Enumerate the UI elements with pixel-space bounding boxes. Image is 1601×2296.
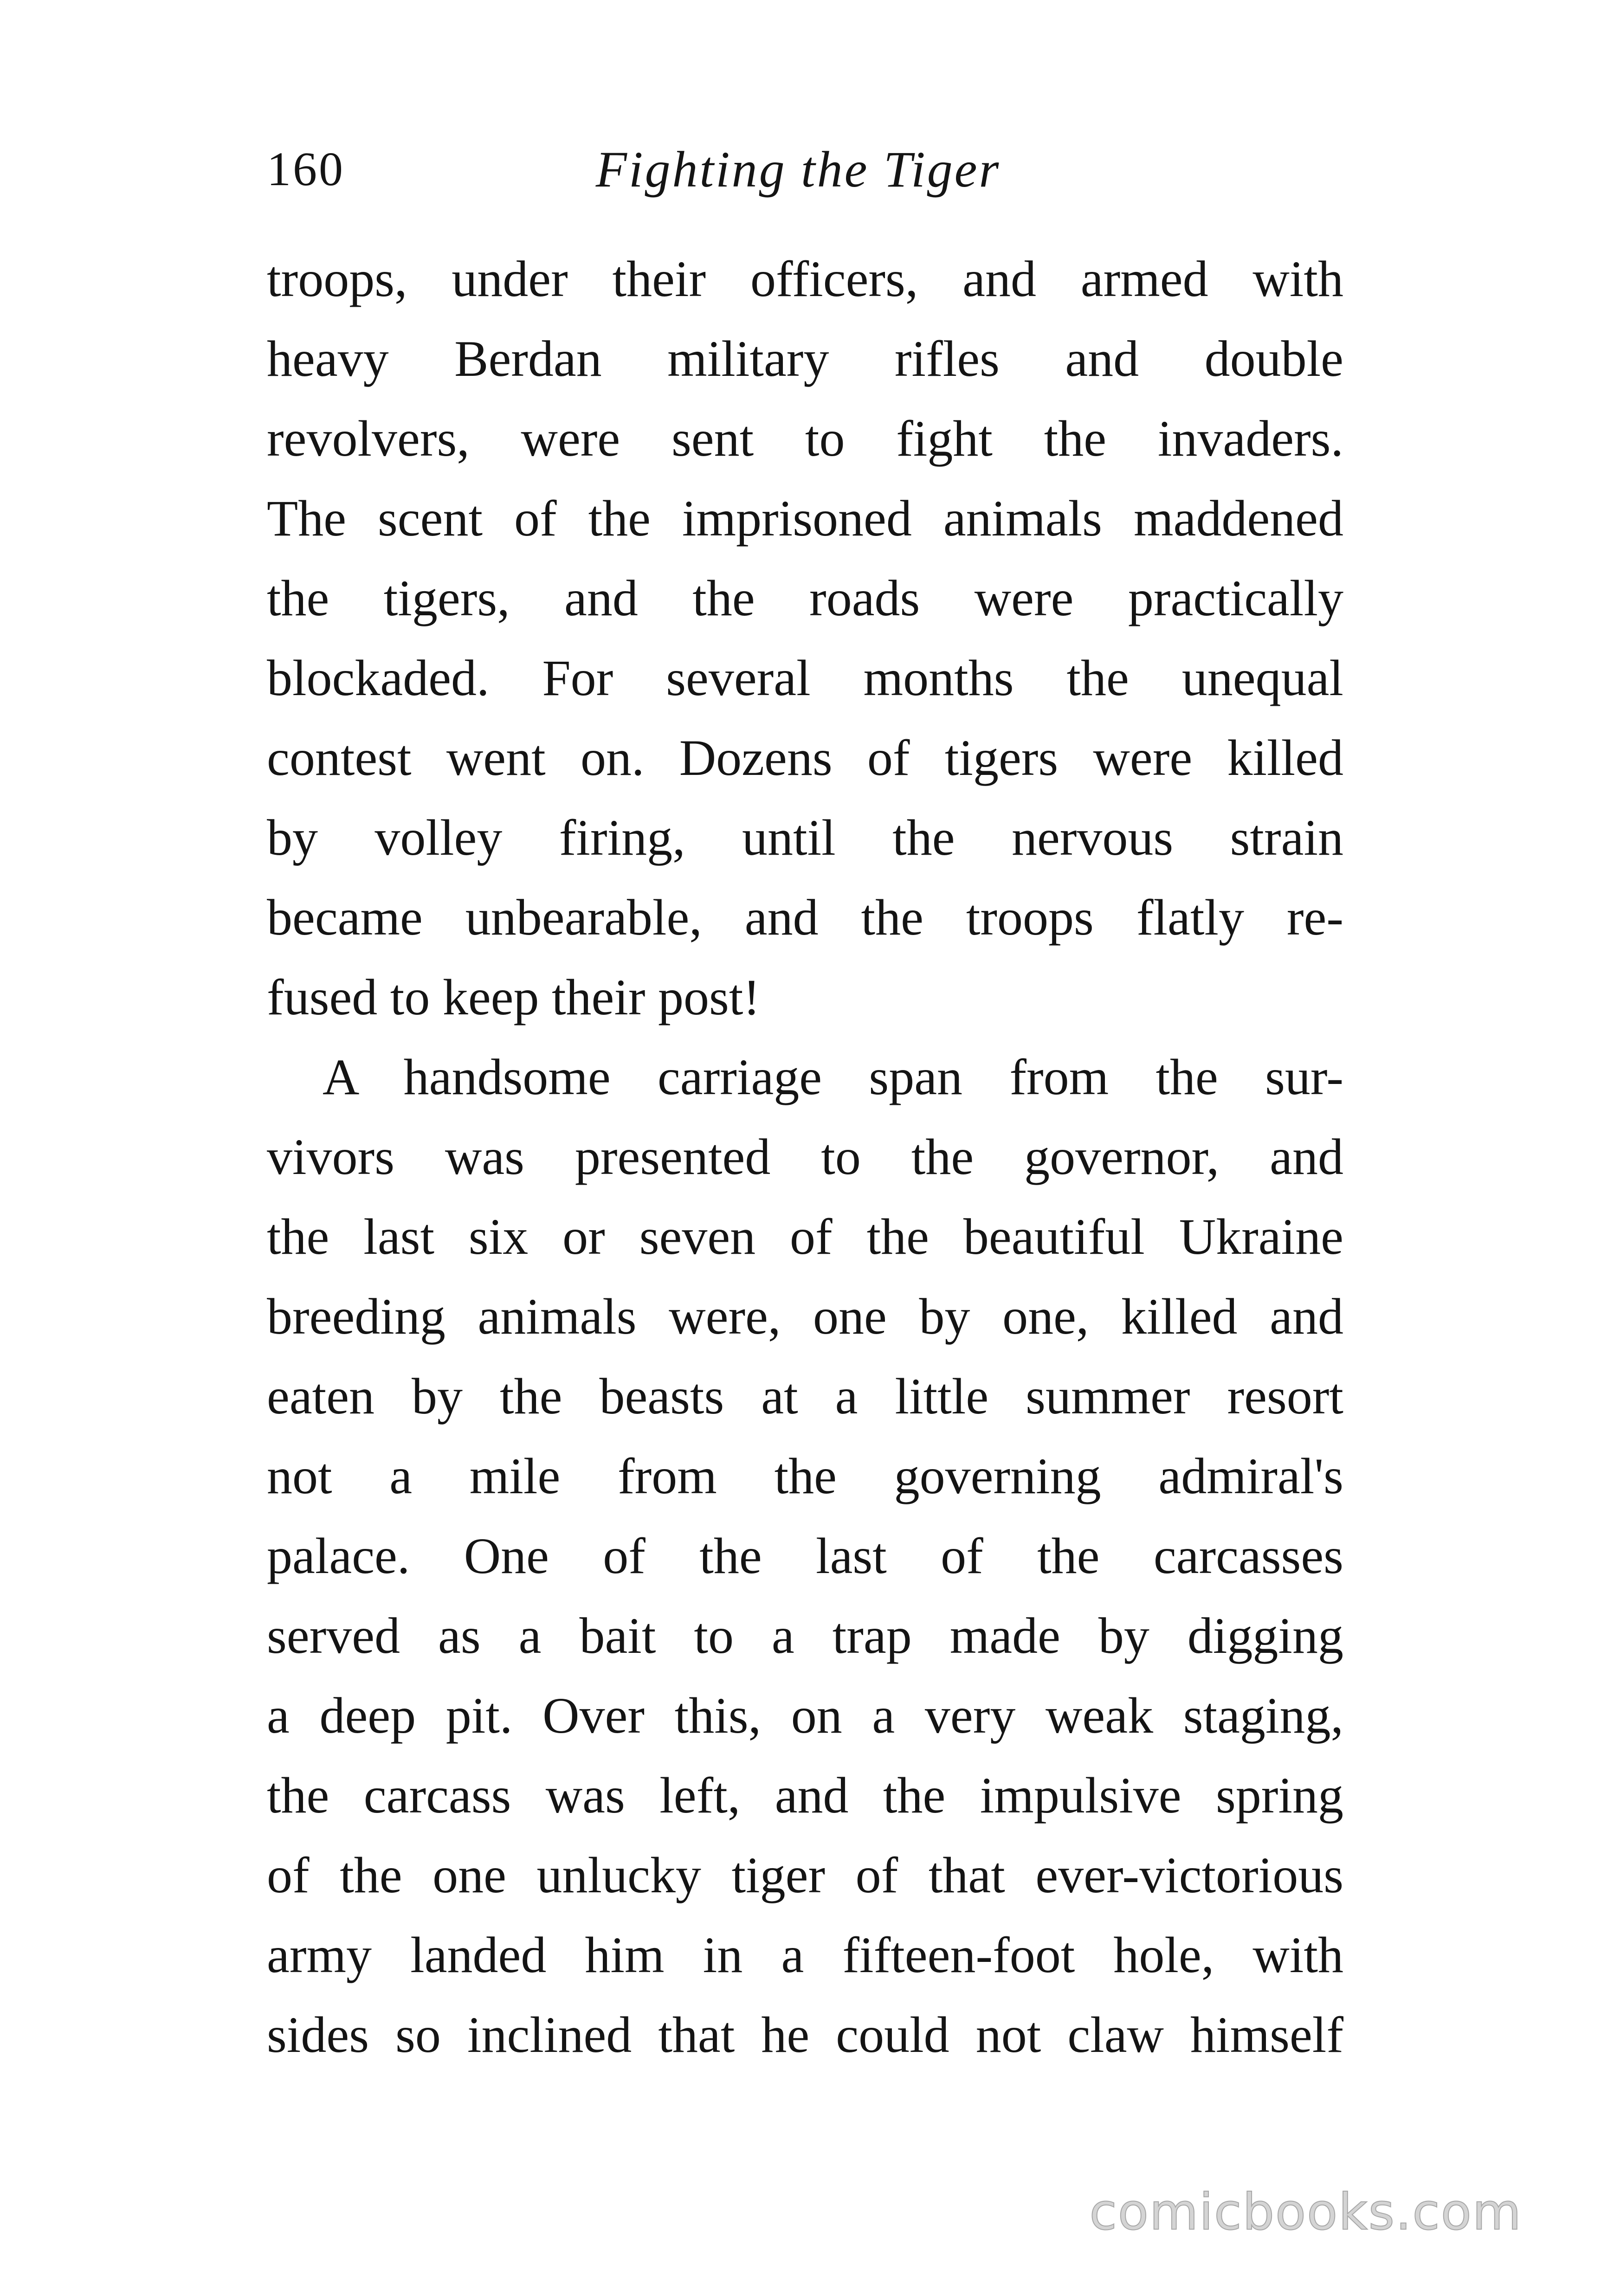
text-line: troops, under their officers, and armed with [267,251,1343,307]
text-line: army landed him in a fifteen-foot hole, with [267,1927,1343,1983]
text-line: the carcass was left, and the impulsive spring [267,1767,1343,1824]
text-line: vivors was presented to the governor, and [267,1129,1343,1185]
page-number: 160 [267,142,345,196]
running-head [267,135,1330,204]
text-line: breeding animals were, one by one, killed and [267,1288,1343,1345]
running-title: Fighting the Tiger [595,141,1001,198]
text-line: the last six or seven of the beautiful Ukraine [267,1208,1343,1265]
text-line: blockaded. For several months the unequal [267,650,1343,706]
text-line: sides so inclined that he could not claw himself [267,2006,1343,2063]
text-line: fused to keep their post! [267,969,761,1025]
text-line: A handsome carriage span from the sur- [323,1049,1343,1105]
text-line: eaten by the beasts at a little summer resort [267,1368,1343,1425]
text-line: The scent of the imprisoned animals maddened [267,490,1343,547]
text-line: became unbearable, and the troops flatly re- [267,889,1343,946]
text-line: served as a bait to a trap made by digging [267,1607,1343,1664]
text-line: contest went on. Dozens of tigers were killed [267,729,1343,786]
text-line: not a mile from the governing admiral's [267,1448,1343,1504]
text-line: revolvers, were sent to fight the invaders. [267,410,1343,467]
watermark: comicbooks.com [1089,2183,1522,2241]
text-line: the tigers, and the roads were practically [267,570,1343,626]
text-line: heavy Berdan military rifles and double [267,330,1343,387]
text-line: of the one unlucky tiger of that ever-victorious [267,1847,1343,1903]
text-line: a deep pit. Over this, on a very weak staging, [267,1687,1343,1744]
body-text [267,239,1343,2075]
text-line: palace. One of the last of the carcasses [267,1528,1343,1584]
text-line: by volley firing, until the nervous strain [267,809,1343,866]
